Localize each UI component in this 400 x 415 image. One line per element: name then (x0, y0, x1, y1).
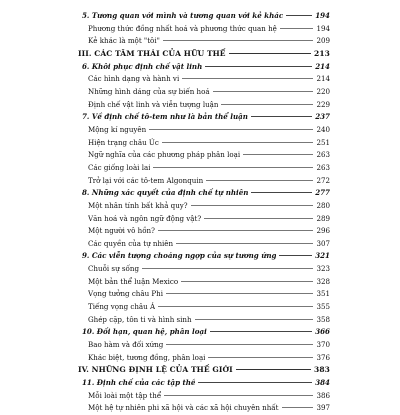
entry-page: 321 (315, 251, 330, 261)
toc-chapter-entry (78, 187, 330, 200)
toc-section-entry (78, 225, 330, 238)
entry-page: 263 (316, 150, 330, 160)
dot-leader (286, 15, 312, 16)
toc-chapter-entry (78, 111, 330, 124)
dot-leader (163, 40, 313, 41)
entry-title: Chuỗi sự sống (88, 264, 139, 274)
entry-title: Kẻ khác là một "tôi" (88, 36, 160, 46)
dot-leader (158, 230, 313, 231)
toc-chapter-entry (78, 61, 330, 74)
dot-leader (158, 306, 313, 307)
entry-page: 328 (316, 276, 330, 286)
entry-page: 229 (316, 99, 330, 109)
entry-title: Mỗi loài một tập thể (88, 390, 162, 400)
toc-section-entry (78, 238, 330, 251)
entry-page: 376 (316, 352, 330, 362)
entry-title: Khác biệt, tương đồng, phân loại (88, 352, 206, 362)
entry-title: Ngữ nghĩa của các phương pháp phân loại (88, 150, 241, 160)
entry-page: 240 (316, 124, 330, 134)
toc-section-entry (78, 263, 330, 276)
toc-section-entry (78, 352, 330, 365)
entry-page: 289 (316, 213, 330, 223)
entry-title: IV. NHỮNG ĐỊNH LỆ CỦA THẾ GIỚI (78, 365, 233, 375)
toc-section-entry (78, 162, 330, 175)
toc-section-entry (78, 23, 330, 36)
table-of-contents (78, 10, 330, 415)
entry-page: 220 (316, 86, 330, 96)
toc-chapter-entry (78, 10, 330, 23)
entry-page: 370 (316, 340, 330, 350)
entry-title: Vọng tưởng châu Phi (88, 289, 164, 299)
entry-title: Các hình dạng và hành vi (88, 74, 180, 84)
entry-page: 383 (314, 365, 330, 375)
toc-section-entry (78, 124, 330, 137)
entry-page: 237 (315, 112, 330, 122)
dot-leader (279, 255, 312, 256)
entry-title: Những hình dáng của sự biến hoá (88, 86, 210, 96)
toc-section-entry (78, 390, 330, 403)
dot-leader (191, 205, 313, 206)
entry-title: Bao hàm và đối xứng (88, 340, 164, 350)
dot-leader (153, 167, 313, 168)
toc-section-entry (78, 276, 330, 289)
entry-title: Các quyền của tự nhiên (88, 238, 174, 248)
dot-leader (280, 28, 313, 29)
toc-section-entry (78, 73, 330, 86)
toc-section-entry (78, 149, 330, 162)
entry-page: 386 (316, 390, 330, 400)
toc-chapter-entry (78, 326, 330, 339)
dot-leader (210, 331, 312, 332)
dot-leader (236, 369, 311, 370)
entry-title: Một người vô hồn? (88, 226, 155, 236)
dot-leader (181, 281, 313, 282)
dot-leader (162, 142, 313, 143)
entry-page: 358 (316, 314, 330, 324)
entry-title: Ghép cặp, tôn ti và hình sinh (88, 314, 192, 324)
toc-section-entry (78, 339, 330, 352)
entry-page: 209 (316, 36, 330, 46)
dot-leader (182, 78, 313, 79)
toc-section-entry (78, 288, 330, 301)
dot-leader (206, 180, 313, 181)
entry-title: Các giống loài lai (88, 162, 151, 172)
dot-leader (164, 395, 313, 396)
toc-section-entry (78, 137, 330, 150)
entry-title: Tiếng vọng châu Á (88, 302, 156, 312)
entry-title: 11. Định chế của các tập thể (82, 378, 196, 388)
dot-leader (142, 268, 313, 269)
entry-title: 10. Đối hạn, quan hệ, phân loại (82, 327, 207, 337)
entry-title: Trở lại với các tô-tem Algonquin (88, 175, 204, 185)
entry-page: 397 (316, 403, 330, 413)
dot-leader (251, 116, 312, 117)
entry-page: 323 (316, 264, 330, 274)
entry-title: Một bản thể luận Mexico (88, 276, 179, 286)
entry-page: 213 (314, 48, 330, 58)
dot-leader (282, 407, 314, 408)
dot-leader (176, 243, 313, 244)
entry-title: 8. Những xác quyết của định chế tự nhiên (82, 188, 249, 198)
entry-page: 214 (316, 74, 330, 84)
entry-page: 214 (315, 61, 330, 71)
toc-section-entry (78, 301, 330, 314)
toc-section-entry (78, 314, 330, 327)
entry-page: 277 (315, 188, 330, 198)
dot-leader (208, 357, 313, 358)
entry-page: 194 (316, 23, 330, 33)
entry-title: Văn hoá và ngôn ngữ động vật? (88, 213, 202, 223)
entry-title: 7. Về định chế tô-tem như là bản thể luận (82, 112, 248, 122)
entry-page: 351 (316, 289, 330, 299)
entry-title: 9. Các viễn tượng choáng ngợp của sự tương ứng (82, 251, 277, 261)
toc-chapter-entry (78, 250, 330, 263)
entry-page: 251 (316, 137, 330, 147)
entry-title: Mộng kí nguyên (88, 124, 147, 134)
dot-leader (149, 129, 313, 130)
toc-section-entry (78, 200, 330, 213)
toc-section-entry (78, 35, 330, 48)
toc-part-entry (78, 48, 330, 61)
entry-title: Hiện trạng châu Úc (88, 137, 159, 147)
entry-title: Phương thức đồng nhất hoá và phương thức quan hệ (88, 23, 277, 33)
entry-page: 296 (316, 226, 330, 236)
dot-leader (243, 154, 313, 155)
dot-leader (251, 192, 312, 193)
entry-page: 194 (315, 11, 330, 20)
entry-title: 6. Khôi phục định chế vật linh (82, 61, 203, 71)
entry-page: 384 (315, 378, 330, 388)
entry-title: Định chế vật linh và viễn tượng luận (88, 99, 219, 109)
entry-page: 280 (316, 200, 330, 210)
entry-title: Một hệ tự nhiên phi xã hội và các xã hội chuyên nhất (88, 403, 279, 413)
entry-title: 5. Tương quan với mình và tương quan với kẻ khác (82, 11, 284, 20)
dot-leader (198, 382, 312, 383)
dot-leader (229, 53, 311, 54)
entry-page: 263 (316, 162, 330, 172)
dot-leader (205, 66, 312, 67)
toc-section-entry (78, 175, 330, 188)
dot-leader (213, 91, 313, 92)
entry-page: 307 (316, 238, 330, 248)
dot-leader (204, 218, 313, 219)
toc-section-entry (78, 213, 330, 226)
dot-leader (221, 104, 313, 105)
dot-leader (166, 344, 313, 345)
toc-section-entry (78, 99, 330, 112)
entry-title: Một nhân tính bất khả quy? (88, 200, 188, 210)
entry-page: 272 (316, 175, 330, 185)
toc-section-entry (78, 86, 330, 99)
dot-leader (166, 293, 313, 294)
toc-section-entry (78, 402, 330, 415)
entry-title: III. CÁC TÂM THÁI CỦA HỮU THỂ (78, 48, 226, 58)
entry-page: 366 (315, 327, 330, 337)
entry-page: 355 (316, 302, 330, 312)
toc-part-entry (78, 364, 330, 377)
dot-leader (195, 319, 313, 320)
toc-chapter-entry (78, 377, 330, 390)
